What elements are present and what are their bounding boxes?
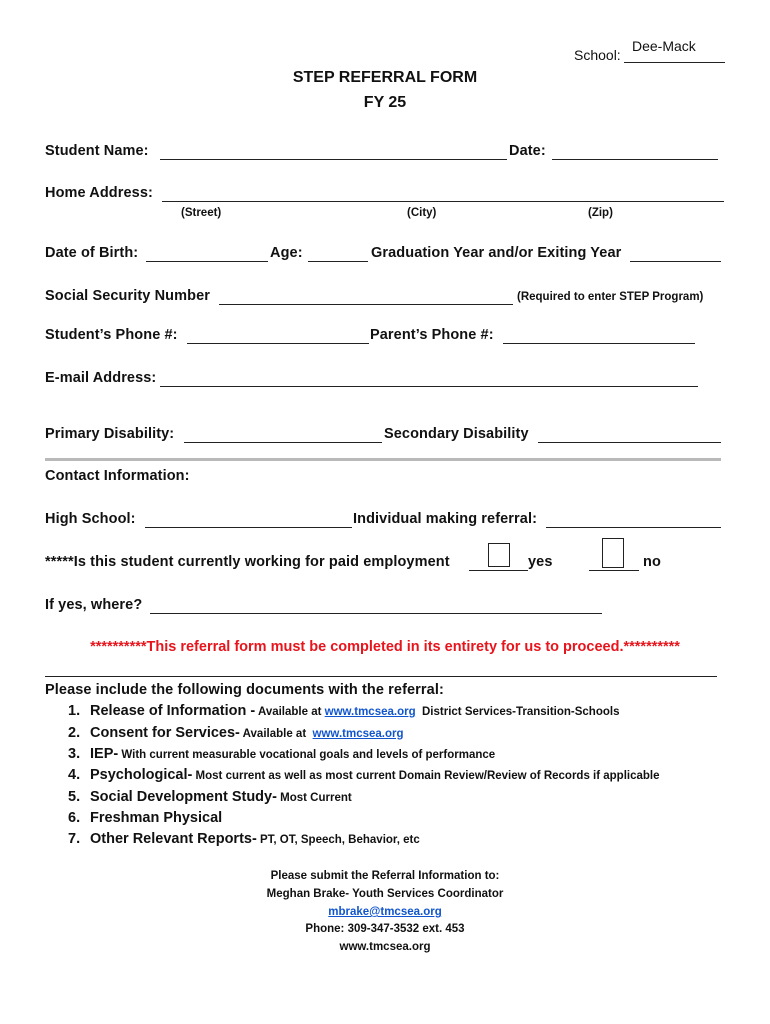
ssn-field[interactable] — [219, 304, 513, 305]
primary-disability-label: Primary Disability: — [45, 426, 175, 442]
referrer-label: Individual making referral: — [353, 511, 537, 527]
email-label: E-mail Address: — [45, 370, 157, 386]
ssn-note: (Required to enter STEP Program) — [517, 291, 704, 303]
submit-instructions: Please submit the Referral Information to: — [270, 870, 500, 882]
email-field[interactable] — [160, 386, 698, 387]
school-line — [624, 62, 725, 63]
list-item: 3. IEP- With current measurable vocational goals and levels of performance — [68, 746, 496, 762]
coordinator-name: Meghan Brake- Youth Services Coordinator — [266, 888, 504, 900]
tmcsea-link[interactable]: www.tmcsea.org — [312, 728, 404, 740]
grad-year-field[interactable] — [630, 261, 721, 262]
zip-caption: (Zip) — [588, 207, 613, 219]
age-label: Age: — [270, 245, 303, 261]
student-name-label: Student Name: — [45, 143, 149, 159]
tmcsea-link[interactable]: www.tmcsea.org — [324, 706, 416, 718]
yes-label: yes — [528, 554, 553, 570]
coordinator-email-link[interactable]: mbrake@tmcsea.org — [328, 906, 442, 918]
date-label: Date: — [509, 143, 546, 159]
section-divider — [45, 458, 721, 461]
if-yes-label: If yes, where? — [45, 597, 143, 613]
list-item: 4. Psychological- Most current as well as most current Domain Review/Review of Records if applicable — [68, 767, 660, 783]
primary-disability-field[interactable] — [184, 442, 382, 443]
city-caption: (City) — [407, 207, 437, 219]
if-yes-field[interactable] — [150, 613, 602, 614]
document-label: Other Relevant Reports- — [90, 831, 257, 847]
list-item: 1. Release of Information - Available at www.tmcsea.org District Services-Transition-Schools — [68, 703, 620, 719]
documents-heading: Please include the following documents with the referral: — [45, 682, 444, 698]
yes-line — [469, 570, 528, 571]
notice-rule — [45, 676, 717, 677]
high-school-label: High School: — [45, 511, 136, 527]
document-label: Release of Information - — [90, 703, 256, 719]
yes-checkbox[interactable] — [488, 543, 510, 567]
list-item: 5. Social Development Study- Most Current — [68, 789, 352, 805]
no-line — [589, 570, 639, 571]
parent-phone-label: Parent’s Phone #: — [370, 327, 494, 343]
student-phone-label: Student’s Phone #: — [45, 327, 178, 343]
secondary-disability-label: Secondary Disability — [384, 426, 529, 442]
age-field[interactable] — [308, 261, 368, 262]
secondary-disability-field[interactable] — [538, 442, 721, 443]
school-label: School: — [574, 47, 621, 63]
required-notice: **********This referral form must be completed in its entirety for us to proceed.********** — [90, 639, 680, 655]
referrer-field[interactable] — [546, 527, 721, 528]
no-checkbox[interactable] — [602, 538, 624, 568]
document-label: Social Development Study- — [90, 789, 277, 805]
document-label: Consent for Services- — [90, 725, 240, 741]
home-address-field[interactable] — [162, 201, 724, 202]
document-label: IEP- — [90, 746, 119, 762]
coordinator-phone: Phone: 309-347-3532 ext. 453 — [305, 923, 465, 935]
document-label: Freshman Physical — [90, 810, 223, 826]
school-value[interactable]: Dee-Mack — [632, 38, 696, 54]
date-field[interactable] — [552, 159, 718, 160]
parent-phone-field[interactable] — [503, 343, 695, 344]
employment-question: *****Is this student currently working for paid employment — [45, 554, 450, 570]
street-caption: (Street) — [181, 207, 222, 219]
home-address-label: Home Address: — [45, 185, 153, 201]
dob-field[interactable] — [146, 261, 268, 262]
footer-email-row — [0, 906, 770, 918]
footer-website: www.tmcsea.org — [339, 941, 431, 953]
list-item: 2. Consent for Services- Available at www.tmcsea.org — [68, 725, 404, 741]
contact-info-heading: Contact Information: — [45, 468, 190, 484]
list-item: 6. Freshman Physical — [68, 810, 223, 826]
high-school-field[interactable] — [145, 527, 352, 528]
ssn-label: Social Security Number — [45, 288, 210, 304]
form-title: STEP REFERRAL FORM — [292, 69, 478, 86]
student-phone-field[interactable] — [187, 343, 369, 344]
dob-label: Date of Birth: — [45, 245, 139, 261]
form-subtitle: FY 25 — [363, 94, 407, 111]
list-item: 7. Other Relevant Reports- PT, OT, Speech, Behavior, etc — [68, 831, 420, 847]
student-name-field[interactable] — [160, 159, 507, 160]
grad-year-label: Graduation Year and/or Exiting Year — [371, 245, 622, 261]
document-label: Psychological- — [90, 767, 193, 783]
no-label: no — [643, 554, 661, 570]
